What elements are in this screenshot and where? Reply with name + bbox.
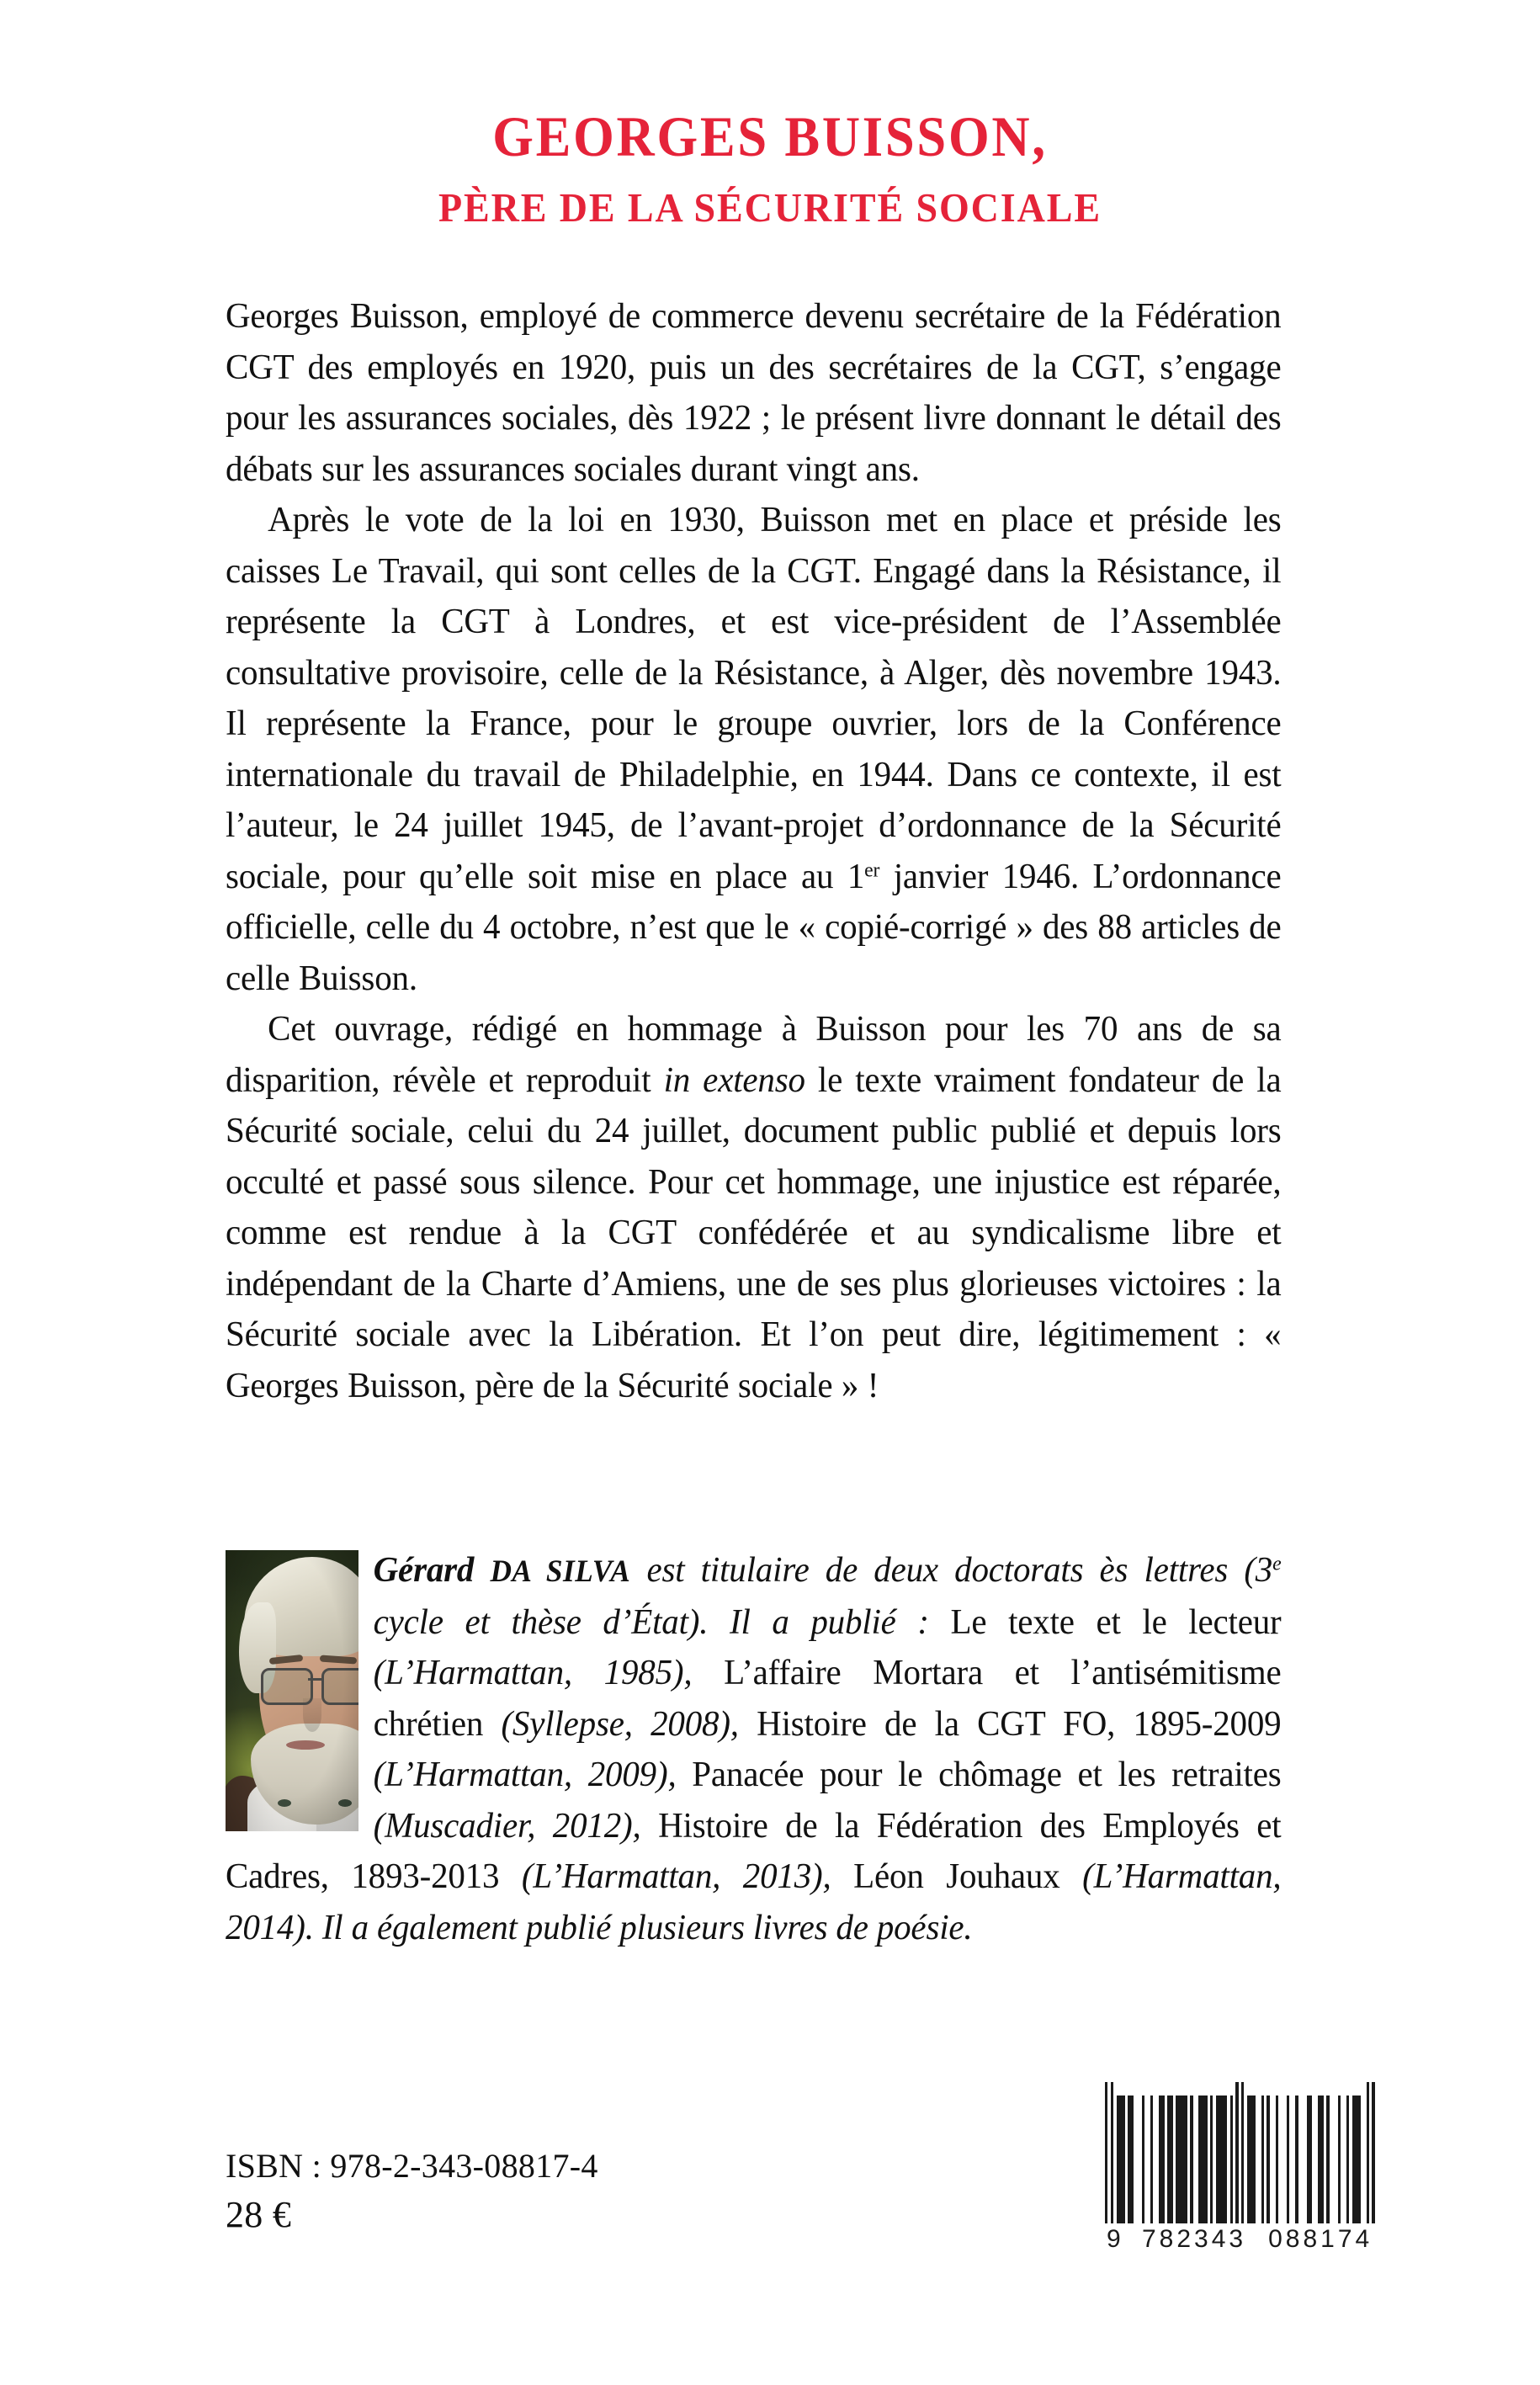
author-work-4-ref: (Muscadier, 2012),	[373, 1805, 659, 1846]
author-first-name: Gérard	[373, 1550, 475, 1590]
author-work-5-title: Histoire de la Fédération des Employés et Cadres, 1893-2013	[226, 1805, 1282, 1896]
blurb-paragraph-3-part-1: Cet ouvrage, rédigé en hommage à Buisson pour les 70 ans de sa disparition, révèle et reproduit	[226, 1009, 1282, 1100]
price-text: 28 €	[226, 2194, 292, 2235]
title-subtitle: PÈRE DE LA SÉCURITÉ SOCIALE	[438, 184, 1102, 231]
author-bio-segment-1: est titulaire de deux doctorats ès lettres (3	[630, 1550, 1273, 1590]
author-bio-text	[226, 1545, 1282, 1953]
page-title	[0, 104, 1540, 231]
blurb-paragraph-2-part-2: janvier 1946. L’ordonnance officielle, celle du 4 octobre, n’est que le « copié-corrigé » des 88 articles de celle Buisson.	[226, 856, 1282, 998]
barcode-digits	[1105, 2225, 1376, 2254]
ordinal-superscript-e: e	[1272, 1552, 1282, 1575]
author-bio-section	[226, 1545, 1320, 1953]
author-bio-ending: Il a également publié plusieurs livres de poésie.	[313, 1907, 973, 1947]
author-work-1-title: Le texte et le lecteur	[950, 1602, 1282, 1642]
barcode-digits-left: 782343	[1142, 2225, 1247, 2253]
author-work-6-ref: (L’Harmattan, 2014).	[226, 1856, 1282, 1947]
blurb-paragraph-1	[226, 291, 1282, 495]
blurb-paragraph-3	[226, 1004, 1282, 1411]
blurb-paragraph-3-part-2: le texte vraiment fondateur de la Sécurité sociale, celui du 24 juillet, document public publié et depuis lors occulté et passé sous silence. Pour cet hommage, une injustice est réparée, comme est rendue à la CGT confédérée et au syndicalisme libre et indépendant de la Charte d’Amiens, une de ses plus glorieuses victoires : la Sécurité sociale avec la Libération. Et l’on peut dire, légitimement : « Georges Buisson, père de la Sécurité sociale » !	[226, 1060, 1282, 1405]
blurb-emphasis-in-extenso: in extenso	[663, 1060, 805, 1100]
ordinal-superscript-er: er	[864, 858, 880, 881]
ean13-barcode	[1105, 2096, 1376, 2254]
blurb-paragraph-2	[226, 495, 1282, 1004]
blurb-section	[226, 291, 1320, 1411]
author-work-3-title: Histoire de la CGT FO, 1895-2009	[757, 1703, 1282, 1744]
blurb-paragraph-1-text: Georges Buisson, employé de commerce devenu secrétaire de la Fédération CGT des employés en 1920, puis un des secrétaires de la CGT, s’engage pour les assurances sociales, dès 1922 ; le présent livre donnant le détail des débats sur les assurances sociales durant vingt ans.	[226, 296, 1282, 489]
barcode-digit-lead: 9	[1107, 2225, 1124, 2253]
author-bio-segment-2: cycle et thèse d’État). Il a publié :	[373, 1602, 951, 1642]
author-last-name: DA SILVA	[490, 1554, 631, 1588]
author-work-4-title: Panacée pour le chômage et les retraites	[692, 1755, 1282, 1794]
author-work-5-ref: (L’Harmattan, 2013),	[499, 1856, 854, 1896]
blurb-paragraph-2-part-1: Après le vote de la loi en 1930, Buisson met en place et préside les caisses Le Travail, qui sont celles de la CGT. Engagé dans la Résistance, il représente la CGT à Londres, et est vice-président de l’Assemblée consultative provisoire, celle de la Résistance, à Alger, dès novembre 1943. Il représente la France, pour le groupe ouvrier, lors de la Conférence internationale du travail de Philadelphie, en 1944. Dans ce contexte, il est l’auteur, le 24 juillet 1945, de l’avant-projet d’ordonnance de la Sécurité sociale, pour qu’elle soit mise en place au 1	[226, 500, 1282, 896]
barcode-bars	[1105, 2096, 1376, 2223]
author-work-6-title: Léon Jouhaux	[853, 1856, 1060, 1896]
isbn-text: ISBN : 978-2-343-08817-4	[226, 2147, 598, 2185]
title-main: GEORGES BUISSON,	[492, 104, 1048, 168]
author-work-2-title: L’affaire Mortara et l’antisémitisme chrétien	[373, 1653, 1282, 1744]
author-work-3-ref: (L’Harmattan, 2009),	[373, 1755, 693, 1794]
barcode-digits-right: 088174	[1268, 2225, 1373, 2253]
author-work-1-ref: (L’Harmattan, 1985),	[373, 1653, 725, 1692]
author-work-2-ref: (Syllepse, 2008),	[483, 1703, 757, 1744]
